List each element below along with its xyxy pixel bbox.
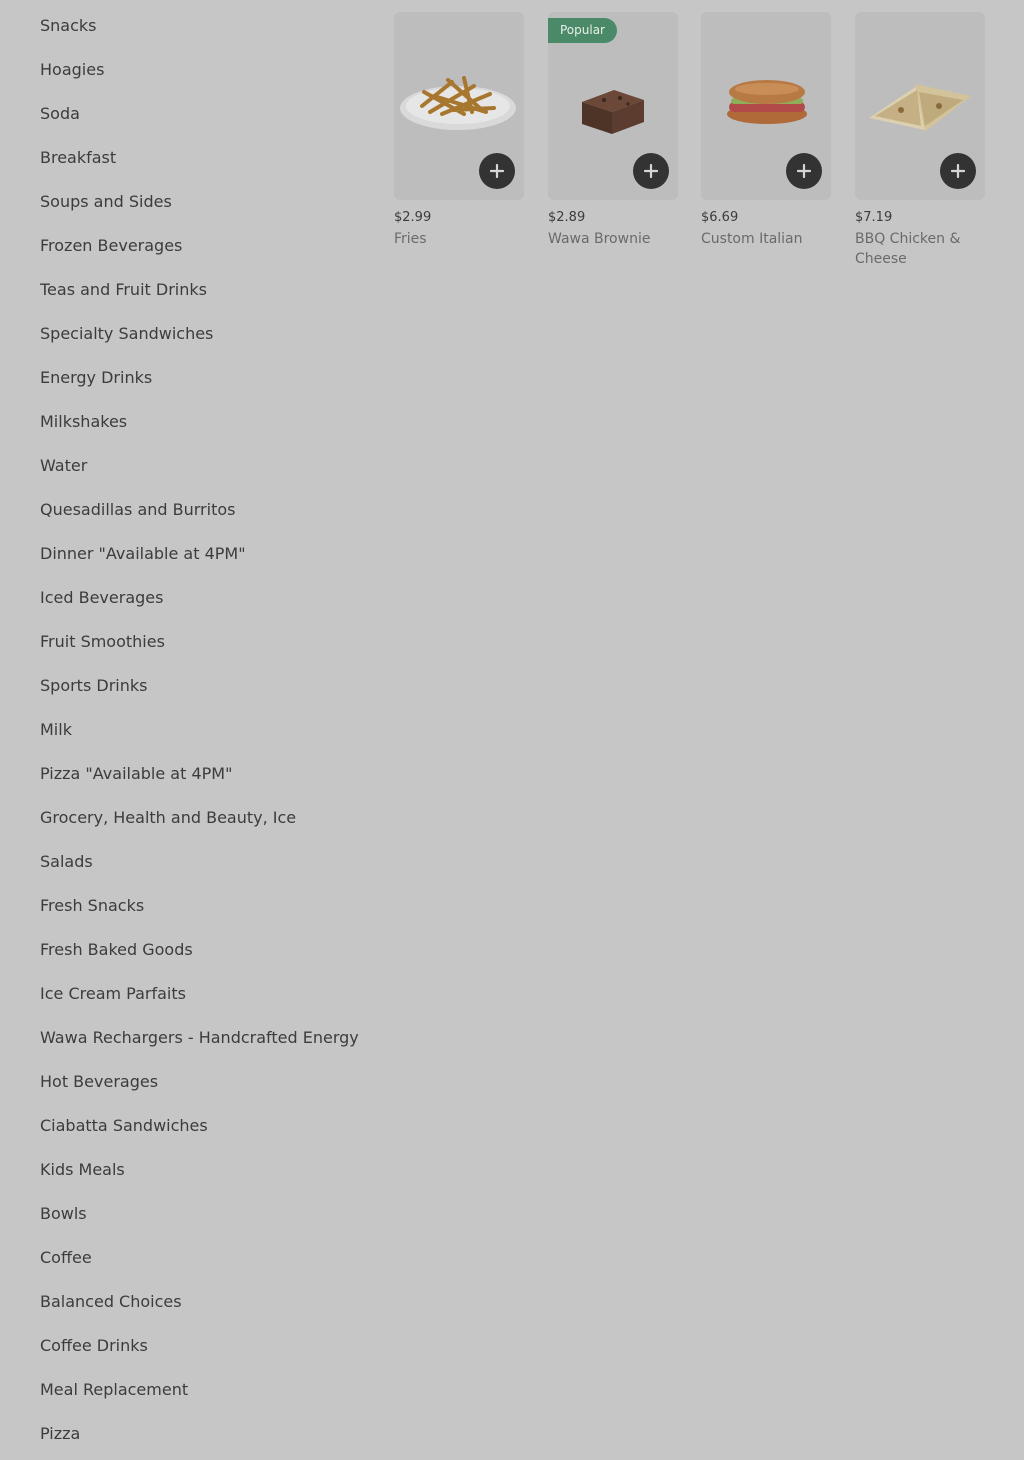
category-coffee-drinks[interactable]: Coffee Drinks	[40, 1336, 148, 1355]
plus-icon	[797, 164, 811, 178]
category-fresh-snacks[interactable]: Fresh Snacks	[40, 896, 145, 915]
product-card[interactable]	[701, 12, 831, 249]
quesadilla-image	[855, 52, 985, 152]
category-salads[interactable]: Salads	[40, 852, 93, 871]
add-to-cart-button[interactable]	[633, 153, 669, 189]
product-image-frame[interactable]	[701, 12, 831, 200]
category-kids-meals[interactable]: Kids Meals	[40, 1160, 125, 1179]
product-price: $2.99	[394, 210, 432, 225]
category-milkshakes[interactable]: Milkshakes	[40, 412, 128, 431]
product-price: $7.19	[855, 210, 893, 225]
category-bowls[interactable]: Bowls	[40, 1204, 87, 1223]
category-frozen-beverages[interactable]: Frozen Beverages	[40, 236, 183, 255]
product-image-frame[interactable]	[855, 12, 985, 200]
category-pizza[interactable]: Pizza	[40, 1424, 81, 1443]
category-sports-drinks[interactable]: Sports Drinks	[40, 676, 148, 695]
product-card[interactable]	[855, 12, 985, 269]
category-balanced-choices[interactable]: Balanced Choices	[40, 1292, 182, 1311]
product-name[interactable]: Fries	[394, 231, 427, 247]
category-dinner[interactable]: Dinner "Available at 4PM"	[40, 544, 246, 563]
product-price: $2.89	[548, 210, 586, 225]
category-snacks[interactable]: Snacks	[40, 16, 97, 35]
category-wawa-rechargers[interactable]: Wawa Rechargers - Handcrafted Energy	[40, 1028, 359, 1047]
product-name[interactable]: Custom Italian	[701, 231, 803, 247]
category-hot-beverages[interactable]: Hot Beverages	[40, 1072, 159, 1091]
category-meal-replacement[interactable]: Meal Replacement	[40, 1380, 189, 1399]
category-soups-and-sides[interactable]: Soups and Sides	[40, 192, 172, 211]
product-name[interactable]: Wawa Brownie	[548, 231, 651, 247]
fries-image	[394, 52, 524, 152]
popular-badge: Popular	[548, 18, 617, 43]
category-milk[interactable]: Milk	[40, 720, 72, 739]
product-card[interactable]	[394, 12, 524, 249]
product-image-frame[interactable]	[548, 12, 678, 200]
category-water[interactable]: Water	[40, 456, 88, 475]
category-fresh-baked-goods[interactable]: Fresh Baked Goods	[40, 940, 193, 959]
product-card[interactable]	[548, 12, 678, 249]
category-ciabatta-sandwiches[interactable]: Ciabatta Sandwiches	[40, 1116, 208, 1135]
category-breakfast[interactable]: Breakfast	[40, 148, 117, 167]
category-sidebar	[40, 0, 370, 1452]
category-teas-and-fruit-drinks[interactable]: Teas and Fruit Drinks	[40, 280, 207, 299]
category-quesadillas-and-burritos[interactable]: Quesadillas and Burritos	[40, 500, 236, 519]
category-specialty-sandwiches[interactable]: Specialty Sandwiches	[40, 324, 214, 343]
product-name[interactable]: BBQ Chicken & Cheese	[855, 231, 961, 267]
category-energy-drinks[interactable]: Energy Drinks	[40, 368, 153, 387]
category-grocery-health-beauty-ice[interactable]: Grocery, Health and Beauty, Ice	[40, 808, 297, 827]
add-to-cart-button[interactable]	[479, 153, 515, 189]
category-coffee[interactable]: Coffee	[40, 1248, 92, 1267]
category-iced-beverages[interactable]: Iced Beverages	[40, 588, 164, 607]
plus-icon	[951, 164, 965, 178]
category-hoagies[interactable]: Hoagies	[40, 60, 105, 79]
category-ice-cream-parfaits[interactable]: Ice Cream Parfaits	[40, 984, 186, 1003]
product-price: $6.69	[701, 210, 739, 225]
plus-icon	[644, 164, 658, 178]
hoagie-image	[701, 52, 831, 152]
brownie-image	[548, 52, 678, 152]
category-fruit-smoothies[interactable]: Fruit Smoothies	[40, 632, 165, 651]
category-soda[interactable]: Soda	[40, 104, 80, 123]
category-pizza-4pm[interactable]: Pizza "Available at 4PM"	[40, 764, 233, 783]
product-image-frame[interactable]	[394, 12, 524, 200]
add-to-cart-button[interactable]	[940, 153, 976, 189]
plus-icon	[490, 164, 504, 178]
add-to-cart-button[interactable]	[786, 153, 822, 189]
